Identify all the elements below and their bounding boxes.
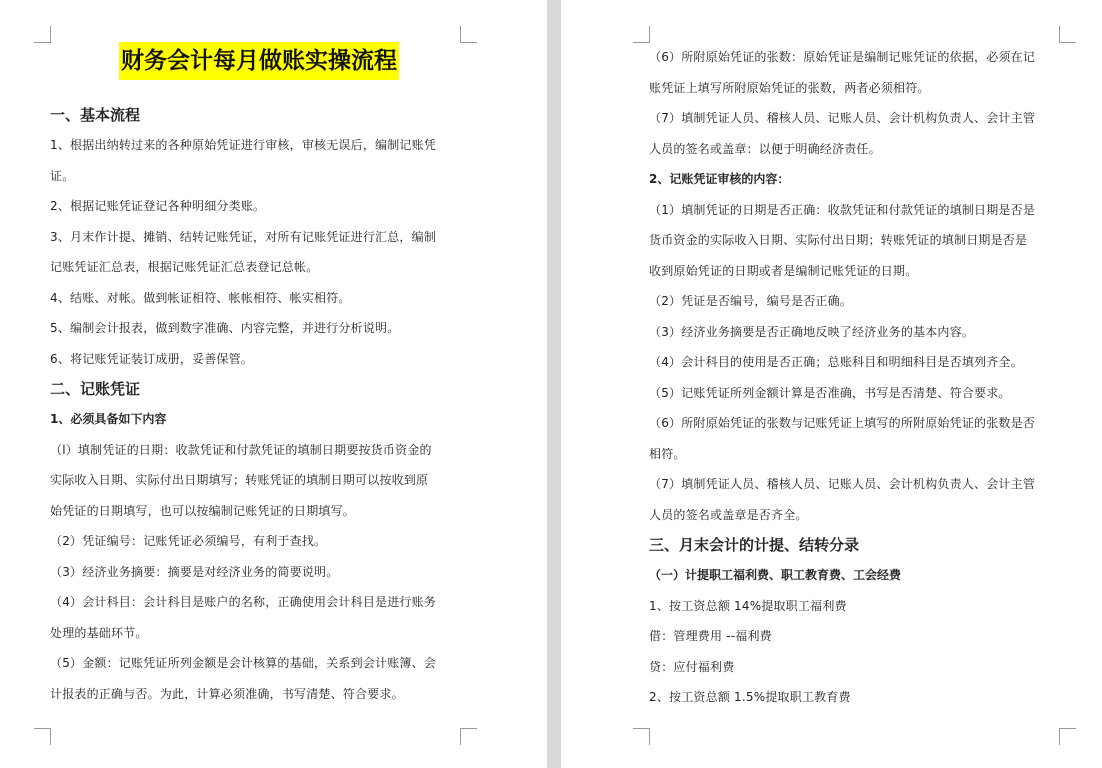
paragraph: （2）凭证编号：记账凭证必须编号，有利于查找。 bbox=[50, 534, 327, 548]
page-corner-mark bbox=[34, 728, 51, 745]
paragraph: 4、结账、对帐。做到帐证相符、帐帐相符、帐实相符。 bbox=[50, 290, 351, 305]
paragraph: 记账凭证汇总表，根据记账凭证汇总表登记总帐。 bbox=[50, 260, 319, 274]
paragraph: （l）填制凭证的日期：收款凭证和付款凭证的填制日期要按货币资金的 bbox=[50, 442, 432, 457]
page-corner-mark bbox=[1059, 728, 1076, 745]
paragraph: （7）填制凭证人员、稽核人员、记账人员、会计机构负责人、会计主管 bbox=[649, 111, 1036, 125]
paragraph: 证。 bbox=[50, 168, 75, 183]
paragraph: 1、根据出纳转过来的各种原始凭证进行审核，审核无误后，编制记账凭 bbox=[50, 138, 437, 152]
section-heading: 二、记账凭证 bbox=[50, 380, 141, 398]
paragraph: 2、按工资总额 1.5%提取职工教育费 bbox=[649, 690, 851, 704]
paragraph: （4）会计科目：会计科目是账户的名称，正确使用会计科目是进行账务 bbox=[50, 595, 437, 609]
paragraph: 3、月末作计提、摊销、结转记账凭证，对所有记账凭证进行汇总，编制 bbox=[50, 229, 437, 244]
paragraph: （5）记账凭证所列金额计算是否准确，书写是否清楚、符合要求。 bbox=[649, 385, 1011, 400]
document-page-left bbox=[0, 0, 547, 768]
paragraph: 账凭证上填写所附原始凭证的张数，两者必须相符。 bbox=[649, 80, 930, 95]
section-heading: 一、基本流程 bbox=[50, 106, 141, 124]
document-page-right bbox=[561, 0, 1102, 768]
paragraph: 贷：应付福利费 bbox=[649, 659, 735, 674]
page-corner-mark bbox=[633, 728, 650, 745]
section-heading: 三、月末会计的计提、结转分录 bbox=[649, 536, 860, 554]
paragraph: 5、编制会计报表，做到数字准确、内容完整，并进行分析说明。 bbox=[50, 321, 400, 335]
paragraph: 6、将记账凭证装订成册，妥善保管。 bbox=[50, 351, 254, 366]
paragraph: 收到原始凭证的日期或者是编制记账凭证的日期。 bbox=[649, 263, 918, 278]
sub-heading: 1、必须具备如下内容 bbox=[50, 412, 167, 426]
paragraph: （3）经济业务摘要是否正确地反映了经济业务的基本内容。 bbox=[649, 324, 975, 339]
paragraph: 货币资金的实际收入日期、实际付出日期；转账凭证的填制日期是否是 bbox=[649, 233, 1028, 247]
paragraph: 借：管理费用 --福利费 bbox=[649, 629, 772, 643]
paragraph: （1）填制凭证的日期是否正确：收款凭证和付款凭证的填制日期是否是 bbox=[649, 202, 1036, 217]
paragraph: 2、根据记账凭证登记各种明细分类账。 bbox=[50, 199, 266, 213]
page-corner-mark bbox=[34, 26, 51, 43]
paragraph: （2）凭证是否编号，编号是否正确。 bbox=[649, 294, 853, 308]
paragraph: 相符。 bbox=[649, 446, 686, 461]
paragraph: （5）金额：记账凭证所列金额是会计核算的基础，关系到会计账簿、会 bbox=[50, 656, 437, 670]
page-corner-mark bbox=[633, 26, 650, 43]
paragraph: （3）经济业务摘要：摘要是对经济业务的简要说明。 bbox=[50, 564, 339, 579]
paragraph: 实际收入日期、实际付出日期填写；转账凭证的填制日期可以按收到原 bbox=[50, 473, 429, 487]
page-corner-mark bbox=[1059, 26, 1076, 43]
paragraph: 处理的基础环节。 bbox=[50, 625, 148, 640]
page-left-content bbox=[50, 36, 468, 709]
paragraph: 计报表的正确与否。为此，计算必须准确，书写清楚、符合要求。 bbox=[50, 686, 404, 701]
sub-heading: 2、记账凭证审核的内容： bbox=[649, 172, 790, 186]
page-corner-mark bbox=[460, 728, 477, 745]
paragraph: 1、按工资总额 14%提取职工福利费 bbox=[649, 598, 847, 613]
sub-heading: （一）计提职工福利费、职工教育费、工会经费 bbox=[649, 568, 902, 582]
paragraph: 始凭证的日期填写，也可以按编制记账凭证的日期填写。 bbox=[50, 503, 356, 518]
paragraph: 人员的签名或盖章是否齐全。 bbox=[649, 507, 808, 522]
paragraph: 人员的签名或盖章：以便于明确经济责任。 bbox=[649, 141, 881, 156]
paragraph: （6）所附原始凭证的张数：原始凭证是编制记账凭证的依据，必须在记 bbox=[649, 50, 1036, 64]
paragraph: （4）会计科目的使用是否正确；总账科目和明细科目是否填列齐全。 bbox=[649, 355, 1023, 369]
document-title: 财务会计每月做账实操流程 bbox=[119, 42, 399, 80]
paragraph: （6）所附原始凭证的张数与记账凭证上填写的所附原始凭证的张数是否 bbox=[649, 416, 1036, 430]
paragraph: （7）填制凭证人员、稽核人员、记账人员、会计机构负责人、会计主管 bbox=[649, 477, 1036, 491]
page-right-content bbox=[649, 42, 1069, 713]
